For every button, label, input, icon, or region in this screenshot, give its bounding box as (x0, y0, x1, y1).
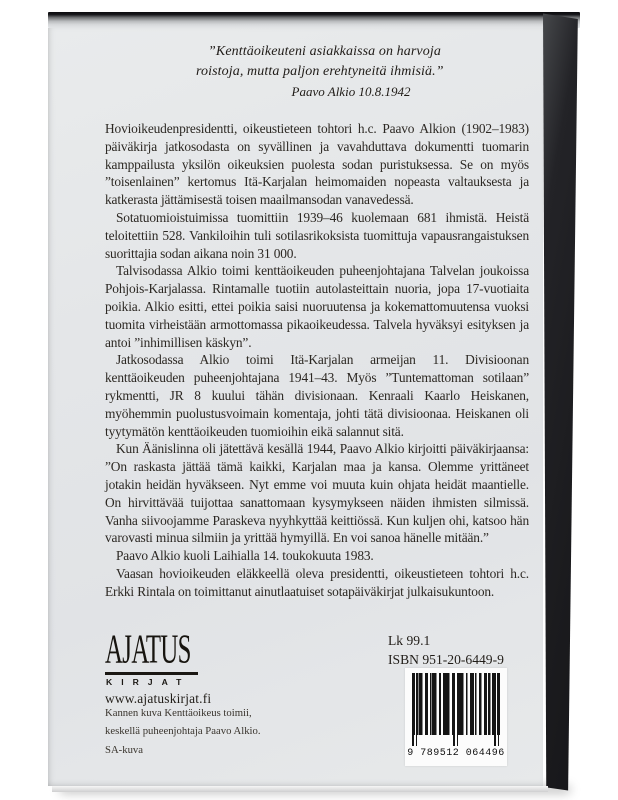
book-back-cover (46, 10, 612, 792)
epigraph-block (196, 42, 488, 100)
blurb-paragraph-5: Kun Äänislinna oli jätettävä kesällä 1944, Paavo Alkio kirjoitti päiväkirjaansa: ”On raskasta jättää tämä kaikki, Karjalan maa ja kansa. Olemme yrittäneet jotakin heidän hyväkseen. Nyt emme voi muuta kuin ohjata heidät maantielle. On hirvittävää tuijottaa sanattomaan kysymykseen näiden ihmisten silmissä. Vanha siivoojamme Paraskeva nyyhkyttää keittiössä. Kun kuljen ohi, katsoo hän varovasti minua silmiin ja yrittää hymyillä. En voi sanoa hänelle mitään.” (105, 441, 529, 546)
cover-caption-line-3: SA-kuva (105, 743, 143, 756)
blurb-text-block (105, 120, 529, 601)
cover-photo-caption (105, 704, 261, 759)
blurb-paragraph-7: Vaasan hovioikeuden eläkkeellä oleva presidentti, oikeustieteen tohtori h.c. Erkki Rintala on toimittanut ainutlaatuiset sotapäiväkirjat julkaisukuntoon. (105, 565, 529, 599)
book-top-edge (48, 12, 580, 28)
barcode-digits: 9 789512 064496 (407, 748, 505, 759)
cover-caption-line-2: keskellä puheenjohtaja Paavo Alkio. (105, 725, 261, 738)
epigraph-attribution: Paavo Alkio 10.8.1942 (291, 84, 411, 99)
barcode-guard-bar (416, 673, 418, 746)
isbn-number: ISBN 951-20-6449-9 (388, 651, 504, 667)
barcode-guard-bar (498, 673, 500, 746)
book-page-edges (52, 786, 548, 792)
barcode-guard-bar (412, 673, 414, 746)
back-cover-surface (48, 28, 543, 786)
epigraph-quote-text: ”Kenttäoikeuteni asiakkaissa on harvoja roistoja, mutta paljon erehtyneitä ihmisiä.” (196, 44, 444, 79)
publisher-website-url: www.ajatuskirjat.fi (105, 691, 212, 706)
barcode-guard-bar (457, 673, 459, 746)
barcode-guard-bar (453, 673, 455, 746)
blurb-paragraph-4: Jatkosodassa Alkio toimi Itä-Karjalan armeijan 11. Divisioonan kenttäoikeuden puheenjohtajana 1941–43. Myös ”Tuntemattoman sotilaan” rykmentti, JR 8 kuului tähän divisionaan. Kenraali Kaarlo Heiskanen, myöhemmin puolustusvoimain komentaja, johti tätä divisioonaa. Heiskanen oli tyytymätön kenttäoikeuden tuomioihin eikä salannut sitä. (105, 352, 529, 439)
classification-block (388, 632, 504, 669)
library-class-code: Lk 99.1 (388, 633, 431, 648)
blurb-paragraph-6: Paavo Alkio kuoli Laihialla 14. toukokuuta 1983. (116, 548, 374, 564)
cover-caption-line-1: Kannen kuva Kenttäoikeus toimii, (105, 707, 252, 719)
barcode-guard-bar (494, 673, 496, 746)
blurb-paragraph-2: Sotatuomioistuimissa tuomittiin 1939–46 kuolemaan 681 ihmistä. Heistä teloitettiin 528. Vankiloihin tuli sotilasrikoksista tuomittuja vapausrangaistuksen suorittajia sodan aikana noin 31 000. (105, 209, 529, 261)
book-spine (543, 12, 618, 792)
blurb-paragraph-1: Hovioikeudenpresidentti, oikeustieteen tohtori h.c. Paavo Alkion (1902–1983) päiväkirja jatkosodasta on syvällinen ja vavahduttava dokumentti tuomarin kamppailusta yksilön oikeuksien puolesta sodan puristuksessa. Se on myös ”toisenlainen” kertomus Itä-Karjalan heimomaiden nopeasta valtauksesta ja katkerasta jättämisestä toisen maailmansodan vanavedessä. (105, 121, 529, 208)
publisher-logo-rule (105, 672, 198, 675)
blurb-paragraph-3: Talvisodassa Alkio toimi kenttäoikeuden puheenjohtajana Talvelan joukoissa Pohjois-Karjalassa. Rintamalle tuotiin autolasteittain nuoria, jopa 17-vuotiaita poikia. Alkio esitti, ettei poikia saisi nuoruutensa ja kokemattomuutensa vuoksi tuomita virheistään armottomassa pikaoikeudessa. Talvela hyväksyi esityksen ja antoi ”inhimillisen käskyn”. (105, 263, 529, 350)
ean-barcode (405, 668, 507, 766)
publisher-logo-wordmark: AJATUS (105, 625, 191, 672)
publisher-logo-subtitle: KIRJAT (106, 676, 191, 687)
